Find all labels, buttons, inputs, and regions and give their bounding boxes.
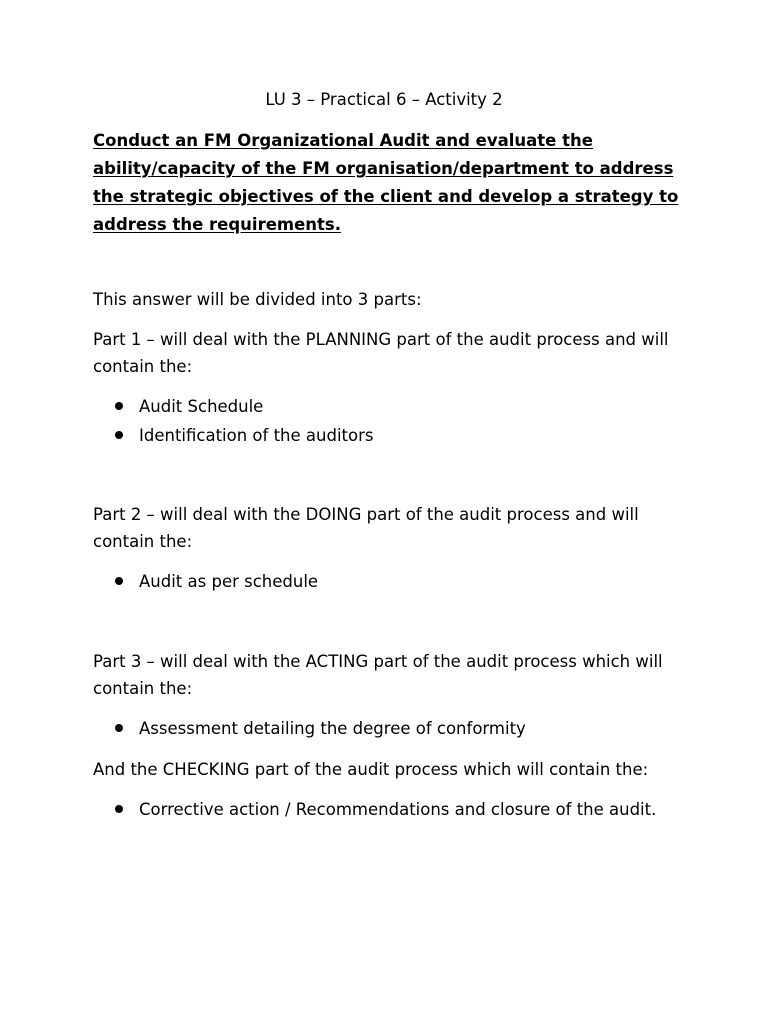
checking-bullet-list [93, 795, 713, 824]
activity-heading: Conduct an FM Organizational Audit and evaluate the ability/capacity of the FM organisation/department to address the strategic objectives of the client and develop a strategy to address the requirements. [93, 131, 679, 234]
part1-paragraph: Part 1 – will deal with the PLANNING part of the audit process and will contain the: [93, 330, 669, 376]
bullet-icon [115, 431, 123, 439]
intro-paragraph: This answer will be divided into 3 parts: [93, 290, 422, 309]
part3-paragraph: Part 3 – will deal with the ACTING part of the audit process which will contain the: [93, 652, 663, 698]
list-item [93, 392, 713, 421]
list-item-text: Audit Schedule [139, 397, 264, 416]
part2-paragraph: Part 2 – will deal with the DOING part of the audit process and will contain the: [93, 505, 639, 551]
list-item-text: Identification of the auditors [139, 426, 374, 445]
part1-bullet-list [93, 392, 713, 450]
part2-bullet-list [93, 567, 713, 596]
list-item-text: Assessment detailing the degree of conformity [139, 719, 526, 738]
list-item [93, 567, 713, 596]
bullet-icon [115, 805, 123, 813]
bullet-icon [115, 577, 123, 585]
list-item [93, 421, 713, 450]
list-item [93, 795, 713, 824]
bullet-icon [115, 402, 123, 410]
part3-bullet-list [93, 714, 713, 743]
checking-paragraph: And the CHECKING part of the audit process which will contain the: [93, 760, 649, 779]
list-item-text: Audit as per schedule [139, 572, 319, 591]
bullet-icon [115, 724, 123, 732]
list-item [93, 714, 713, 743]
list-item-text: Corrective action / Recommendations and closure of the audit. [139, 800, 657, 819]
document-title: LU 3 – Practical 6 – Activity 2 [265, 90, 503, 109]
